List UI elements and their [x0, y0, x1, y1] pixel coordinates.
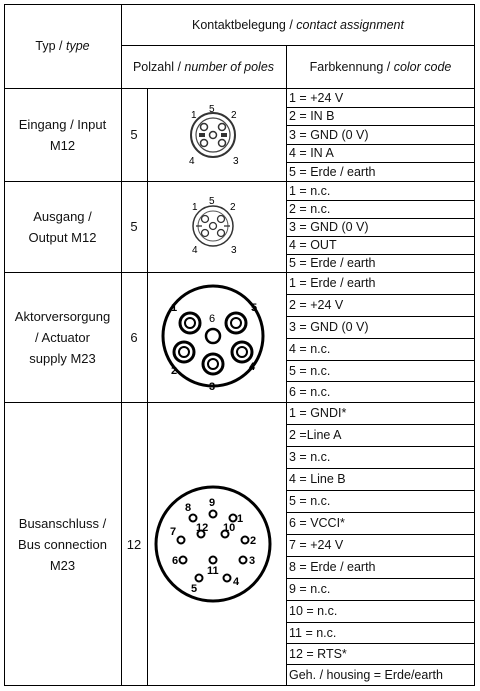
pin-label: 1 — [191, 110, 197, 121]
m23-connector-icon — [147, 272, 286, 402]
code-divider — [286, 254, 475, 255]
pin-label: 5 — [191, 583, 198, 595]
code-divider — [286, 643, 475, 644]
table-border — [4, 4, 475, 5]
row-output-poles: 5 — [130, 219, 138, 234]
row-output-code: 4 = OUT — [289, 238, 337, 252]
m23-actuator-connector-diagram — [147, 272, 286, 402]
row-bus-code: 11 = n.c. — [289, 625, 337, 640]
row-bus-code: 9 = n.c. — [289, 582, 331, 596]
code-divider — [286, 622, 475, 623]
row-bus-code: 10 = n.c. — [289, 604, 338, 618]
code-divider — [286, 446, 475, 447]
header-type-de: Typ — [35, 39, 56, 53]
header-poles-sep: / — [173, 59, 185, 74]
pin-label: 3 — [249, 555, 256, 567]
row-input-poles: 5 — [130, 127, 138, 142]
code-divider — [286, 294, 475, 295]
row-output-code: 5 = Erde / earth — [289, 256, 376, 270]
pin-label: 4 — [233, 576, 240, 588]
pin-label: 12 — [196, 522, 209, 534]
code-divider — [286, 381, 475, 382]
row-input-code: 5 = Erde / earth — [289, 164, 376, 179]
row-bus-code: 12 = RTS* — [289, 646, 347, 661]
row-output-code: 3 = GND (0 V) — [289, 220, 369, 234]
code-divider — [286, 218, 475, 219]
row-input-code: 2 = IN B — [289, 109, 335, 123]
m12-output-connector-diagram — [147, 181, 286, 272]
pin-label: 7 — [170, 526, 177, 538]
row-input-code: 1 = +24 V — [289, 90, 344, 105]
pin-label: 2 — [230, 202, 236, 213]
pin-label: 3 — [231, 245, 237, 256]
header-contact-de: Kontaktbelegung — [192, 17, 286, 32]
row-actuator-type-line2: / Actuator — [35, 329, 90, 345]
row-bus-type-line2: Bus connection — [18, 536, 107, 552]
row-bus-code: 8 = Erde / earth — [289, 560, 376, 574]
header-type — [4, 4, 121, 88]
pin-label: 3 — [209, 381, 216, 393]
pin-label: 5 — [251, 302, 258, 314]
code-divider — [286, 578, 475, 579]
row-bus-code: 5 = n.c. — [289, 494, 331, 508]
row-divider — [4, 272, 475, 273]
code-divider — [286, 512, 475, 513]
pin-label: 6 — [172, 555, 179, 567]
row-input-type-line1: Eingang / Input — [18, 116, 107, 132]
row-output-type-line2: Output M12 — [28, 229, 97, 245]
pin-label: 5 — [209, 196, 215, 207]
pin-label: 9 — [209, 497, 216, 509]
pin-label: 5 — [209, 104, 215, 115]
m12-input-connector-diagram — [147, 88, 286, 181]
row-actuator-poles: 6 — [130, 329, 138, 345]
row-divider — [4, 88, 475, 89]
header-color-de: Farbkennung — [309, 59, 384, 74]
pin-label: 4 — [192, 245, 198, 256]
code-divider — [286, 424, 475, 425]
pin-label: 6 — [209, 313, 216, 325]
row-actuator-code: 2 = +24 V — [289, 298, 344, 312]
m12-connector-icon — [147, 181, 286, 272]
row-input-code: 3 = GND (0 V) — [289, 127, 369, 142]
code-divider — [286, 200, 475, 201]
code-divider — [286, 534, 475, 535]
code-divider — [286, 360, 475, 361]
header-contact-assignment — [121, 4, 475, 45]
row-actuator-code: 5 = n.c. — [289, 363, 331, 378]
contact-assignment-table — [4, 4, 475, 686]
code-divider — [286, 236, 475, 237]
m12-connector-icon — [147, 88, 286, 181]
row-output-type-line1: Ausgang / — [33, 208, 92, 224]
row-input-type-line2: M12 — [49, 137, 76, 153]
row-actuator-code: 3 = GND (0 V) — [289, 320, 369, 334]
header-poles-de: Polzahl — [132, 59, 174, 74]
row-actuator-type-line1: Aktorversorgung — [14, 308, 111, 324]
row-actuator-code: 1 = Erde / earth — [289, 276, 376, 290]
row-output-code: 2 = n.c. — [289, 202, 331, 216]
column-divider — [286, 45, 287, 686]
code-divider — [286, 664, 475, 665]
row-bus-code: 4 = Line B — [289, 472, 346, 486]
header-color-en: color code — [393, 59, 452, 74]
row-bus-code: 1 = GNDI* — [289, 406, 347, 420]
row-bus-code: 2 =Line A — [289, 428, 342, 442]
code-divider — [286, 468, 475, 469]
pin-label: 2 — [250, 535, 257, 547]
header-contact-sep: / — [285, 17, 297, 32]
pin-label: 1 — [192, 202, 198, 213]
code-divider — [286, 490, 475, 491]
pin-label: 2 — [231, 110, 237, 121]
code-divider — [286, 125, 475, 126]
header-color-code — [286, 45, 475, 88]
code-divider — [286, 338, 475, 339]
row-bus-type-line3: M23 — [49, 557, 76, 573]
row-divider — [4, 181, 475, 182]
row-bus-code: 3 = n.c. — [289, 450, 331, 464]
header-color-sep: / — [383, 59, 394, 74]
row-bus-code: 7 = +24 V — [289, 538, 344, 552]
pin-label: 4 — [189, 156, 195, 167]
table-border — [4, 685, 475, 686]
pin-label: 11 — [207, 565, 219, 577]
row-divider — [4, 402, 475, 403]
row-output-code: 1 = n.c. — [289, 183, 331, 198]
pin-label: 4 — [249, 361, 256, 373]
row-output-type — [4, 181, 121, 272]
table-border — [4, 4, 5, 686]
code-divider — [286, 144, 475, 145]
row-bus-type-line1: Busanschluss / — [18, 515, 107, 531]
pin-label: 2 — [171, 365, 178, 377]
row-bus-poles: 12 — [126, 536, 142, 552]
row-divider — [121, 45, 475, 46]
header-type-en: type — [65, 39, 90, 53]
code-divider — [286, 556, 475, 557]
code-divider — [286, 107, 475, 108]
row-actuator-code: 6 = n.c. — [289, 384, 331, 399]
row-input-type — [4, 88, 121, 181]
code-divider — [286, 162, 475, 163]
header-poles-en: number of poles — [184, 59, 275, 74]
row-input-code: 4 = IN A — [289, 146, 334, 160]
row-actuator-code: 4 = n.c. — [289, 342, 331, 356]
row-bus-type — [4, 402, 121, 686]
header-poles — [121, 45, 286, 88]
column-divider — [147, 88, 148, 686]
row-actuator-type — [4, 272, 121, 402]
header-type-sep: / — [55, 39, 66, 53]
pin-label: 1 — [171, 302, 178, 314]
row-bus-code: Geh. / housing = Erde/earth — [289, 668, 443, 682]
row-actuator-type-line3: supply M23 — [29, 350, 96, 366]
m23-bus-connector-icon — [147, 402, 286, 686]
code-divider — [286, 316, 475, 317]
pin-label: 8 — [185, 502, 192, 514]
header-contact-en: contact assignment — [296, 17, 404, 32]
column-divider — [121, 4, 122, 686]
m23-bus-connector-diagram — [147, 402, 286, 686]
pin-label: 10 — [223, 522, 236, 534]
pin-label: 1 — [237, 513, 244, 525]
code-divider — [286, 600, 475, 601]
pin-label: 3 — [233, 156, 239, 167]
row-bus-code: 6 = VCCI* — [289, 516, 345, 530]
